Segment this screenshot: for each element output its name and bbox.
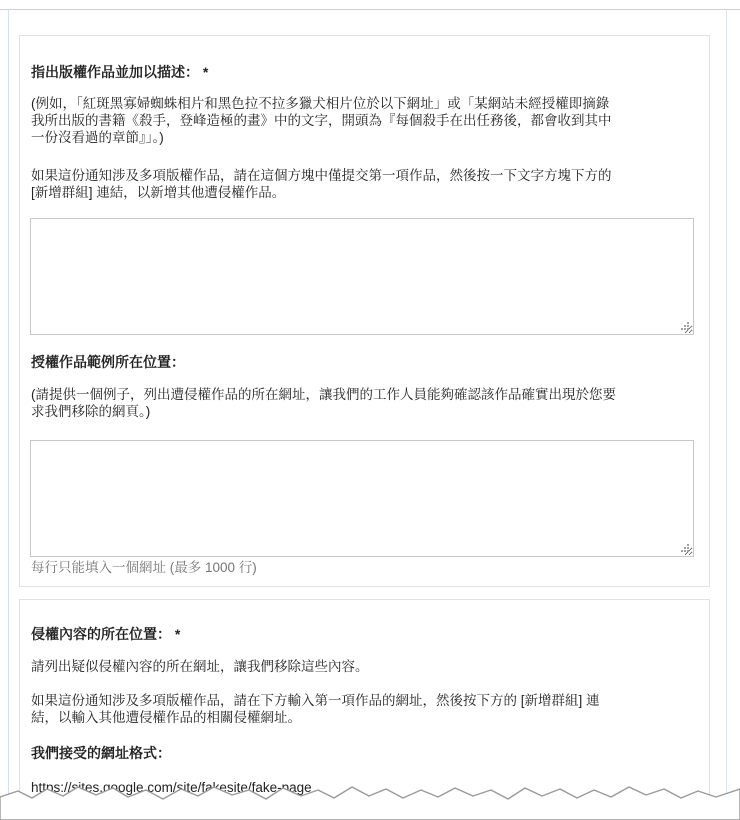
- work-description-example-line-1: (例如，「紅斑黑寡婦蜘蛛相片和黑色拉不拉多獵犬相片位於以下網址」或「某網站未經授權即摘錄: [31, 96, 610, 111]
- left-divider: [8, 9, 9, 820]
- torn-paper-edge: [0, 775, 740, 820]
- work-description-example-line-3: 一份沒看過的章節』」。): [31, 130, 164, 145]
- authorized-example-instruction-line-1: (請提供一個例子，列出遭侵權作品的所在網址，讓我們的工作人員能夠確認該作品確實出現於您要: [31, 387, 616, 402]
- work-description-label: 指出版權作品並加以描述： *: [31, 64, 209, 80]
- authorized-example-label: 授權作品範例所在位置：: [31, 354, 185, 370]
- accepted-url-formats-label: 我們接受的網址格式：: [31, 745, 171, 761]
- right-divider: [726, 9, 727, 820]
- work-description-instruction-line-1: 如果這份通知涉及多項版權作品，請在這個方塊中僅提交第一項作品，然後按一下文字方塊下方的: [31, 168, 612, 183]
- url-format-example: https://sites.google.com/site/fakesite/fake-page: [31, 780, 312, 795]
- url-limit-hint: 每行只能填入一個網址 (最多 1000 行): [31, 560, 257, 575]
- top-divider: [0, 9, 740, 10]
- infringing-location-intro: 請列出疑似侵權內容的所在網址，讓我們移除這些內容。: [31, 659, 369, 674]
- work-description-textarea[interactable]: [30, 218, 694, 335]
- authorized-example-textarea[interactable]: [30, 440, 694, 557]
- infringing-location-instruction-line-2: 結，以輸入其他遭侵權作品的相關侵權網址。: [31, 710, 301, 725]
- authorized-example-instruction-line-2: 求我們移除的網頁。): [31, 404, 151, 419]
- work-description-example-line-2: 我所出版的書籍《殺手，登峰造極的畫》中的文字，開頭為『每個殺手在出任務後，都會收到其中: [31, 113, 612, 128]
- infringing-location-instruction-line-1: 如果這份通知涉及多項版權作品，請在下方輸入第一項作品的網址，然後按下方的 [新增群組] 連: [31, 693, 600, 708]
- work-description-card: [19, 35, 710, 587]
- infringing-location-label: 侵權內容的所在位置： *: [31, 626, 181, 642]
- work-description-instruction-line-2: [新增群組] 連結，以新增其他遭侵權作品。: [31, 185, 286, 200]
